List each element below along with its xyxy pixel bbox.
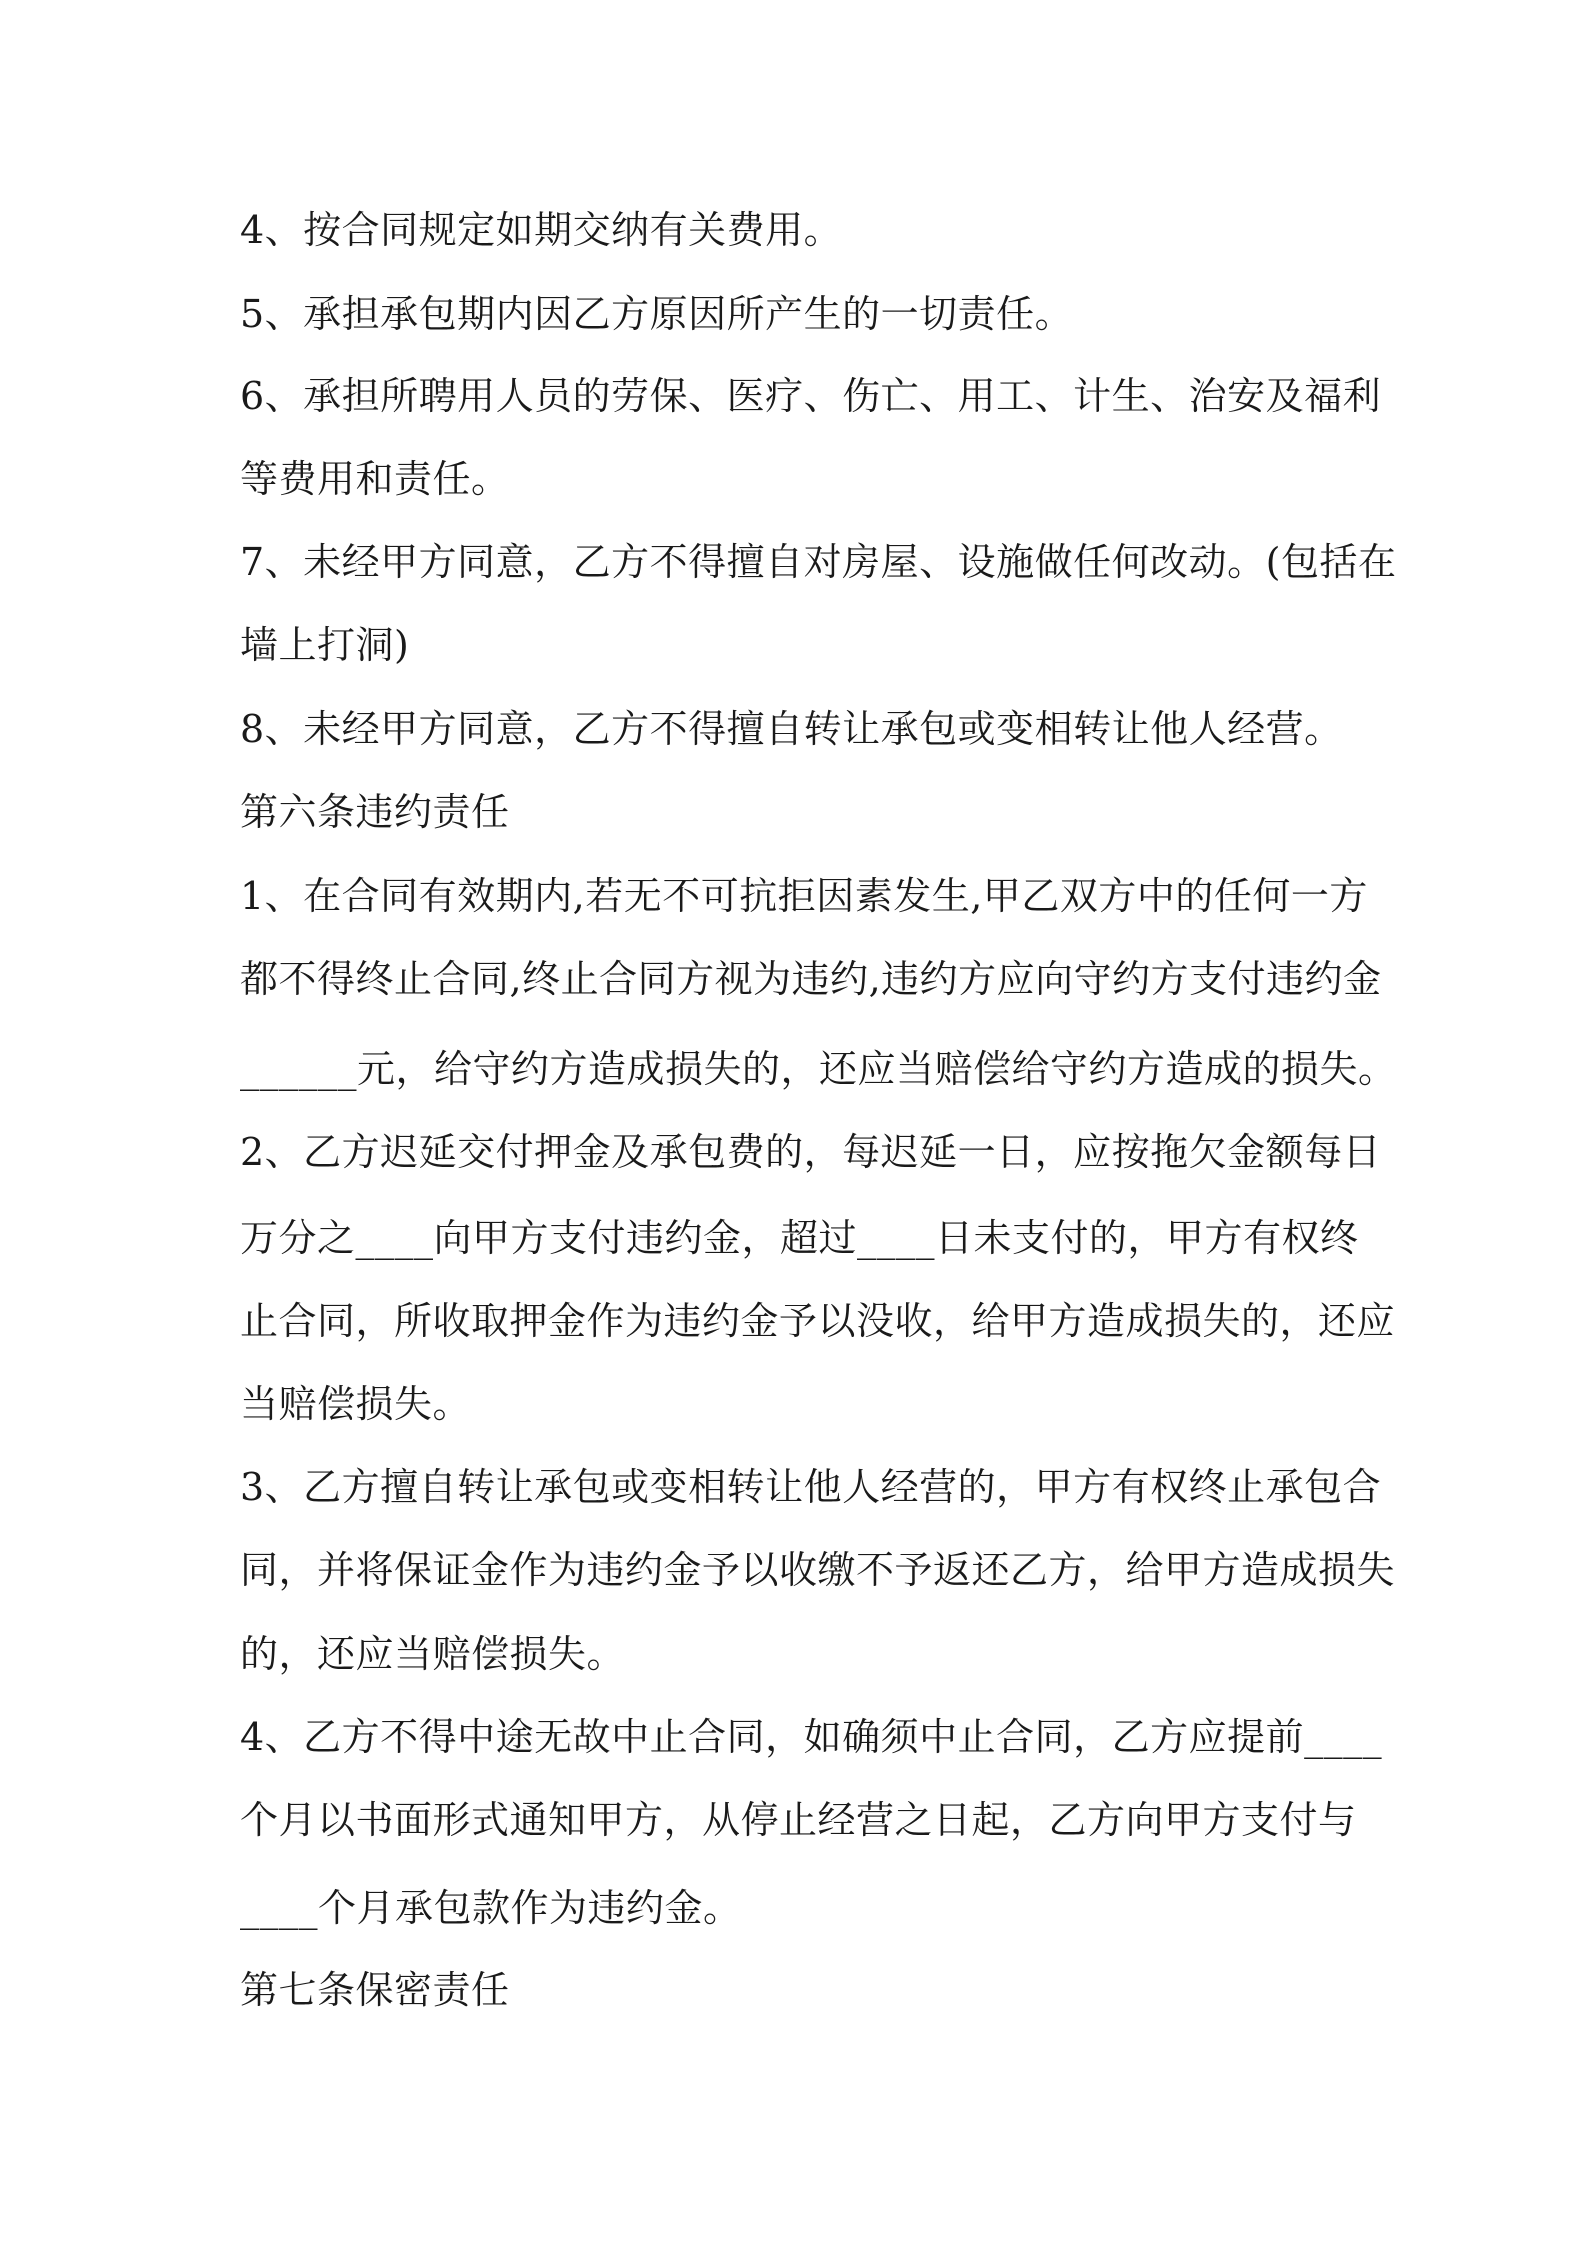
text-line: 等费用和责任。 <box>240 457 510 501</box>
text-line: 都不得终止合同,终止合同方视为违约,违约方应向守约方支付违约金 <box>240 957 1382 1001</box>
text-line: 3、乙方擅自转让承包或变相转让他人经营的，甲方有权终止承包合 <box>240 1465 1382 1509</box>
text-line: 4、乙方不得中途无故中止合同，如确须中止合同，乙方应提前____ <box>240 1715 1383 1759</box>
text-line: 止合同，所收取押金作为违约金予以没收，给甲方造成损失的，还应 <box>240 1299 1396 1343</box>
text-line: 的，还应当赔偿损失。 <box>240 1632 626 1676</box>
text-line: 4、按合同规定如期交纳有关费用。 <box>240 208 843 252</box>
text-line: 8、未经甲方同意，乙方不得擅自转让承包或变相转让他人经营。 <box>240 707 1343 751</box>
text-line: 同，并将保证金作为违约金予以收缴不予返还乙方，给甲方造成损失 <box>240 1548 1396 1592</box>
section-heading: 第六条违约责任 <box>240 790 510 834</box>
text-line: 当赔偿损失。 <box>240 1382 472 1426</box>
section-heading: 第七条保密责任 <box>240 1968 510 2012</box>
text-line: 7、未经甲方同意，乙方不得擅自对房屋、设施做任何改动。(包括在 <box>240 540 1397 584</box>
text-line: ____个月承包款作为违约金。 <box>240 1886 742 1930</box>
text-line: 5、承担承包期内因乙方原因所产生的一切责任。 <box>240 292 1074 336</box>
text-line: 万分之____向甲方支付违约金，超过____日未支付的，甲方有权终 <box>240 1216 1359 1260</box>
text-line: 个月以书面形式通知甲方，从停止经营之日起，乙方向甲方支付与 <box>240 1798 1357 1842</box>
text-line: 2、乙方迟延交付押金及承包费的，每迟延一日，应按拖欠金额每日 <box>240 1130 1382 1174</box>
text-line: 1、在合同有效期内,若无不可抗拒因素发生,甲乙双方中的任何一方 <box>240 874 1368 918</box>
text-line: 6、承担所聘用人员的劳保、医疗、伤亡、用工、计生、治安及福利 <box>240 374 1382 418</box>
text-line: ______元，给守约方造成损失的，还应当赔偿给守约方造成的损失。 <box>240 1047 1397 1091</box>
text-line: 墙上打洞) <box>240 623 410 667</box>
